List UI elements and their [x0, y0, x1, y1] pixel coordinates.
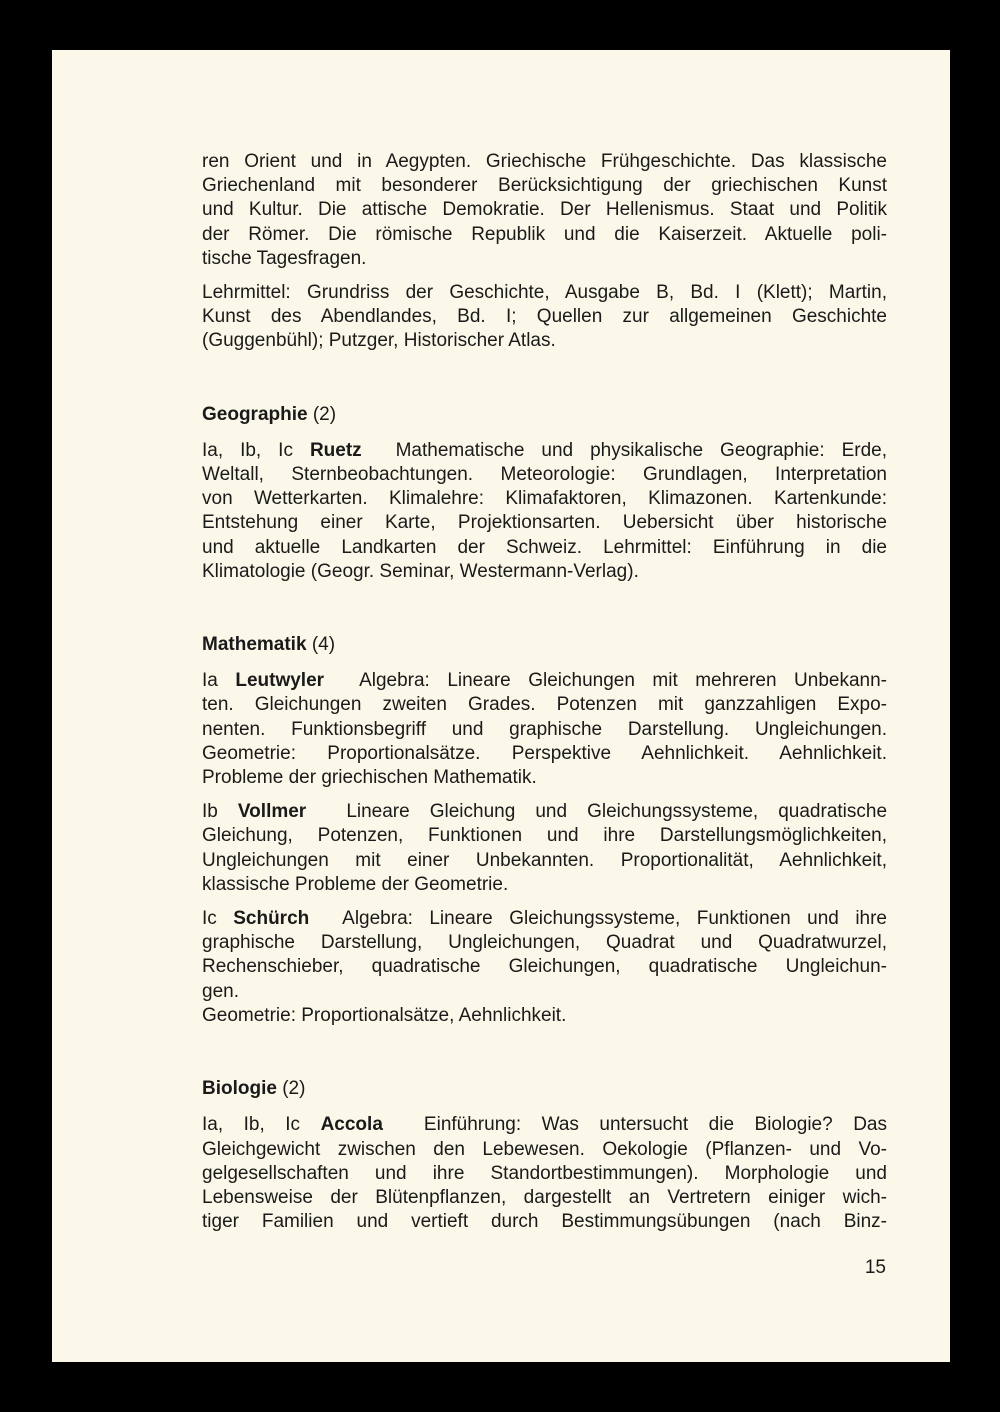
- math-ia-line: Probleme der griechischen Mathematik.: [202, 767, 537, 789]
- geography-hours: (2): [312, 403, 337, 425]
- history-line: der Römer. Die römische Republik und die Kaiserzeit. Aktuelle poli-: [202, 223, 887, 245]
- page-content: [202, 150, 887, 1244]
- mathematics-entry-ib: [202, 800, 887, 897]
- math-ib-line: Ungleichungen mit einer Unbekannten. Proportionalität, Aehnlichkeit,: [202, 849, 887, 871]
- history-line: ren Orient und in Aegypten. Griechische Frühgeschichte. Das klassische: [202, 151, 887, 172]
- math-ic-first-line: [202, 907, 887, 931]
- mathematics-heading: [202, 633, 887, 657]
- math-ib-first-line-text: Lineare Gleichung und Gleichungssysteme, quadratische: [346, 801, 888, 823]
- biology-classes: Ia, Ib, Ic: [202, 1114, 301, 1136]
- math-ia-first-line: [202, 669, 887, 693]
- geography-first-line: [202, 439, 887, 463]
- math-ib-classes: Ib: [202, 801, 218, 823]
- math-ia-line: Geometrie: Proportionalsätze. Perspektive Aehnlichkeit. Aehnlichkeit.: [202, 742, 887, 764]
- biology-paragraph: [202, 1113, 887, 1234]
- math-ic-line: Rechenschieber, quadratische Gleichungen, quadratische Ungleichun-: [202, 956, 887, 978]
- geography-line: Weltall, Sternbeobachtungen. Meteorologie: Grundlagen, Interpretation: [202, 464, 887, 486]
- math-ic-teacher: Schürch: [233, 908, 310, 930]
- math-ic-line: Geometrie: Proportionalsätze, Aehnlichkeit.: [202, 1004, 567, 1026]
- geography-heading: [202, 403, 887, 427]
- history-line: Griechenland mit besonderer Berücksichtigung der griechischen Kunst: [202, 175, 887, 197]
- history-materials-line: Kunst des Abendlandes, Bd. I; Quellen zur allgemeinen Geschichte: [202, 306, 887, 328]
- math-ia-classes: Ia: [202, 670, 218, 692]
- biology-title: Biologie: [202, 1078, 277, 1100]
- geography-line: Klimatologie (Geogr. Seminar, Westermann-Verlag).: [202, 560, 639, 582]
- biology-line: Gleichgewicht zwischen den Lebewesen. Oekologie (Pflanzen- und Vo-: [202, 1138, 887, 1160]
- biology-line: gelgesellschaften und ihre Standortbestimmungen). Morphologie und: [202, 1162, 887, 1184]
- biology-first-line-text: Einführung: Was untersucht die Biologie? Das: [423, 1114, 887, 1136]
- biology-first-line: [202, 1113, 887, 1137]
- math-ia-teacher: Leutwyler: [235, 670, 325, 692]
- math-ib-teacher: Vollmer: [237, 801, 307, 823]
- mathematics-entry-ic: [202, 907, 887, 1028]
- geography-paragraph: [202, 439, 887, 584]
- math-ia-line: ten. Gleichungen zweiten Grades. Potenzen mit ganzzahligen Expo-: [202, 694, 887, 716]
- mathematics-entry-ia: [202, 669, 887, 790]
- mathematics-title: Mathematik: [202, 634, 307, 656]
- math-ia-line: nenten. Funktionsbegriff und graphische Darstellung. Ungleichungen.: [202, 718, 887, 740]
- history-materials-line: (Guggenbühl); Putzger, Historischer Atlas.: [202, 330, 556, 352]
- geography-classes: Ia, Ib, Ic: [202, 439, 293, 461]
- geography-title: Geographie: [202, 403, 308, 425]
- history-line: tische Tagesfragen.: [202, 247, 367, 269]
- history-paragraph: [202, 150, 887, 271]
- geography-line: und aktuelle Landkarten der Schweiz. Lehrmittel: Einführung in die: [202, 536, 887, 558]
- history-materials-line: Lehrmittel: Grundriss der Geschichte, Ausgabe B, Bd. I (Klett); Martin,: [202, 282, 887, 304]
- math-ia-first-line-text: Algebra: Lineare Gleichungen mit mehreren Unbekann-: [359, 670, 887, 692]
- geography-line: Entstehung einer Karte, Projektionsarten. Uebersicht über historische: [202, 512, 887, 534]
- biology-teacher: Accola: [320, 1114, 383, 1136]
- math-ib-line: klassische Probleme der Geometrie.: [202, 873, 509, 895]
- history-materials-paragraph: [202, 281, 887, 354]
- math-ib-line: Gleichung, Potenzen, Funktionen und ihre Darstellungsmöglichkeiten,: [202, 825, 887, 847]
- biology-line: tiger Familien und vertieft durch Bestimmungsübungen (nach Binz-: [202, 1211, 887, 1233]
- history-line: und Kultur. Die attische Demokratie. Der Hellenismus. Staat und Politik: [202, 199, 887, 221]
- mathematics-hours: (4): [311, 634, 336, 656]
- biology-hours: (2): [282, 1078, 306, 1100]
- math-ic-line: graphische Darstellung, Ungleichungen, Quadrat und Quadratwurzel,: [202, 932, 887, 954]
- geography-first-line-text: Mathematische und physikalische Geographie: Erde,: [395, 439, 887, 461]
- math-ic-first-line-text: Algebra: Lineare Gleichungssysteme, Funktionen und ihre: [342, 908, 887, 930]
- document-page: [52, 50, 950, 1362]
- geography-teacher: Ruetz: [309, 439, 362, 461]
- math-ib-first-line: [202, 800, 887, 824]
- math-ic-line: gen.: [202, 980, 239, 1002]
- geography-line: von Wetterkarten. Klimalehre: Klimafaktoren, Klimazonen. Kartenkunde:: [202, 488, 887, 510]
- biology-line: Lebensweise der Blütenpflanzen, dargestellt an Vertretern einiger wich-: [202, 1186, 887, 1208]
- page-number: 15: [864, 1257, 886, 1278]
- biology-heading: [202, 1077, 887, 1101]
- math-ic-classes: Ic: [202, 908, 217, 930]
